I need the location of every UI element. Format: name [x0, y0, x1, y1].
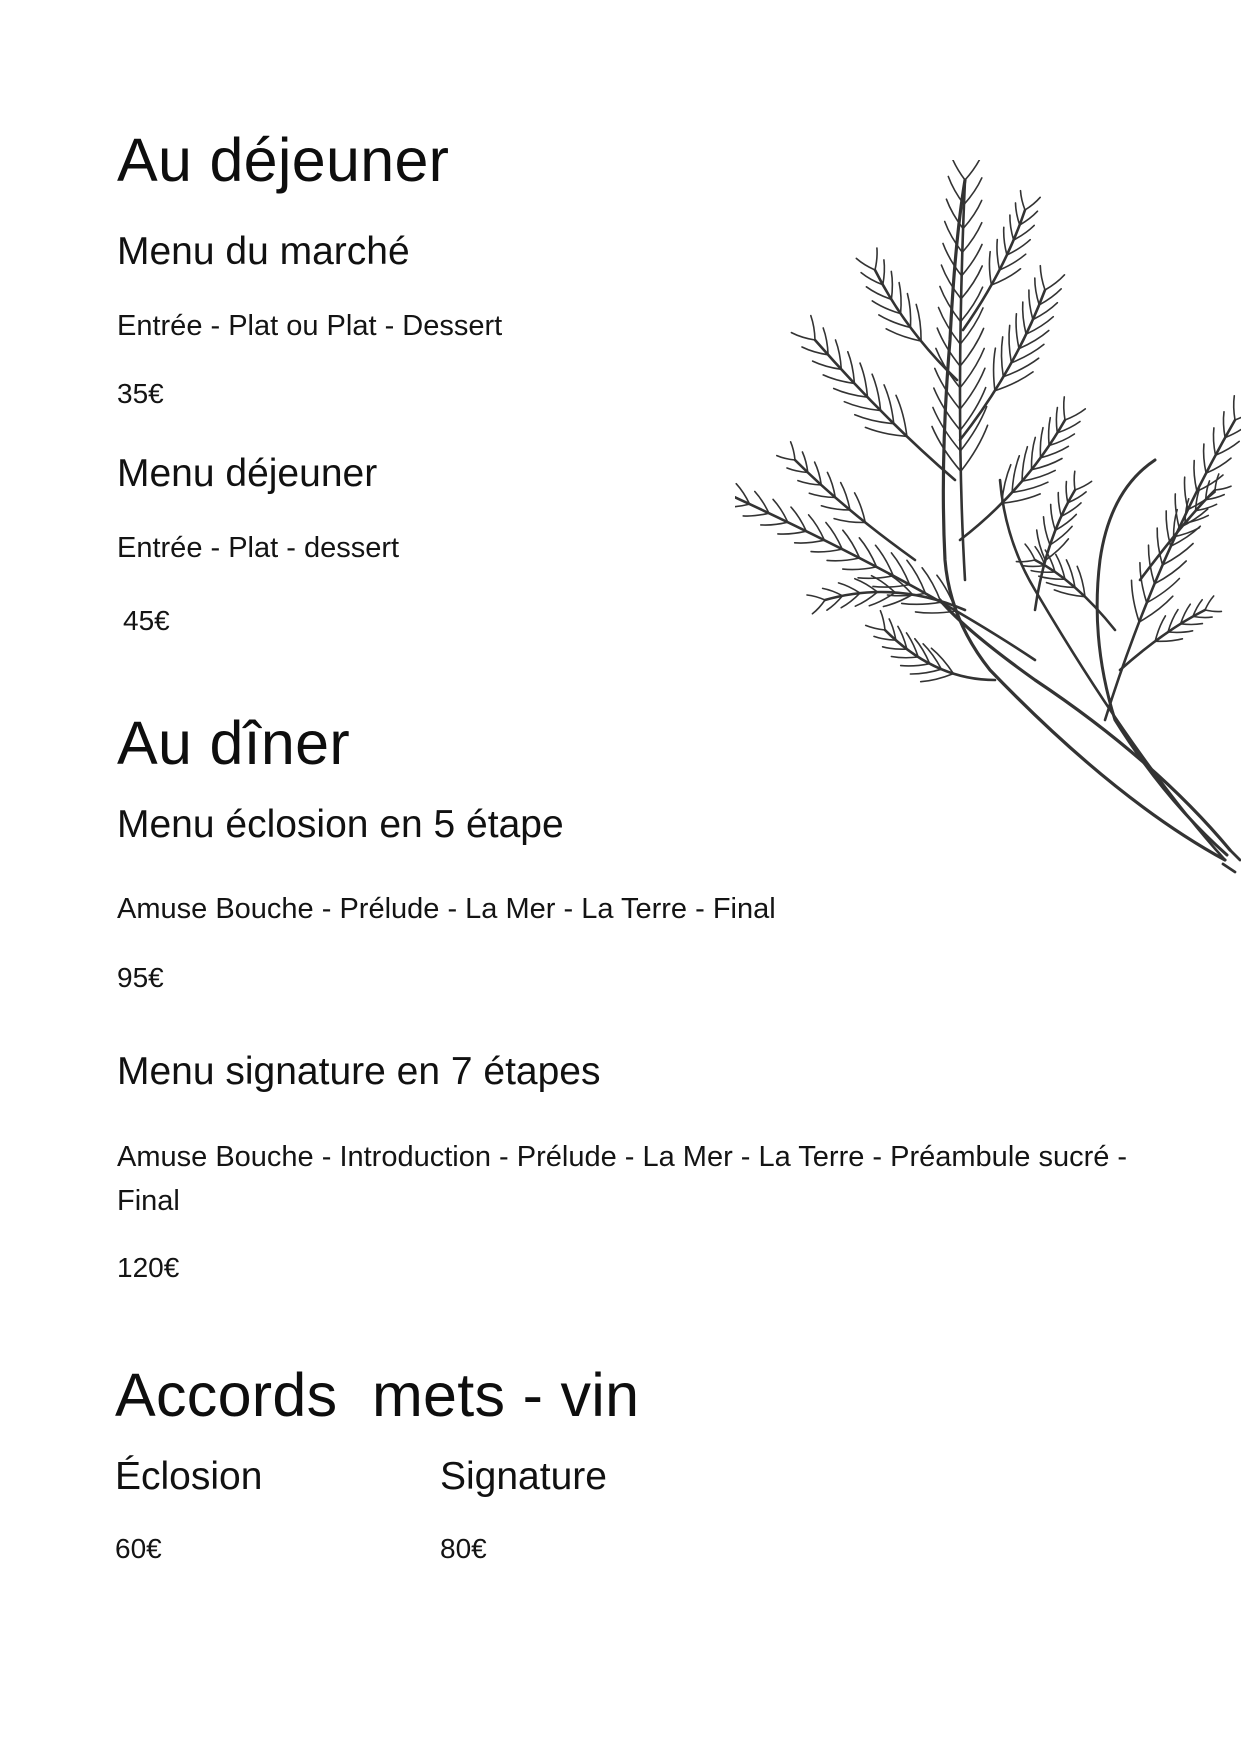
lunch-menu-1-name: Menu du marché [117, 230, 410, 273]
lunch-menu-1-courses: Entrée - Plat ou Plat - Dessert [117, 310, 503, 342]
pairing-section-title: Accords mets - vin [115, 1361, 640, 1429]
dinner-menu-2-price: 120€ [117, 1252, 180, 1283]
dinner-menu-2-courses: Amuse Bouche - Introduction - Prélude - La Mer - La Terre - Préambule sucré - Final [117, 1141, 1128, 1217]
dinner-menu-1-price: 95€ [117, 962, 164, 993]
lunch-section-title: Au déjeuner [117, 126, 450, 194]
dinner-menu-2-name: Menu signature en 7 étapes [117, 1050, 601, 1093]
pairing-option-eclosion-name: Éclosion [115, 1455, 263, 1498]
dinner-menu-1-courses: Amuse Bouche - Prélude - La Mer - La Terre - Final [117, 893, 776, 925]
dinner-section-title: Au dîner [117, 709, 350, 777]
lunch-menu-1-price: 35€ [117, 378, 164, 409]
pairing-option-signature-price: 80€ [440, 1533, 487, 1564]
dinner-menu-1-name: Menu éclosion en 5 étape [117, 803, 564, 846]
lunch-menu-2-price: 45€ [123, 605, 170, 636]
dill-sprig-icon [735, 160, 1241, 980]
pairing-option-signature-name: Signature [440, 1455, 607, 1498]
pairing-option-eclosion-price: 60€ [115, 1533, 162, 1564]
lunch-menu-2-courses: Entrée - Plat - dessert [117, 532, 400, 564]
lunch-menu-2-name: Menu déjeuner [117, 452, 378, 495]
